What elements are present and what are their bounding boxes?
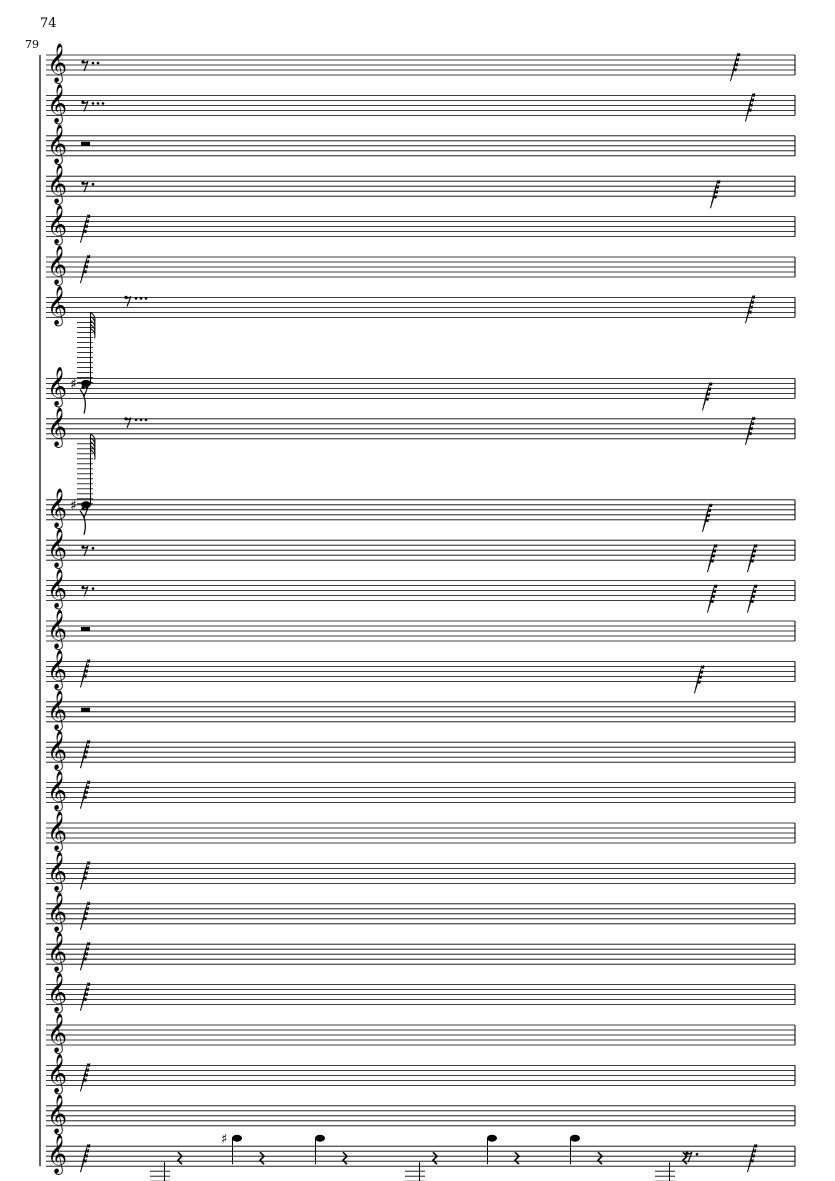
- treble-clef-icon: 𝄞: [47, 123, 68, 164]
- treble-clef-icon: 𝄞: [47, 164, 68, 205]
- treble-clef-icon: 𝄞: [47, 932, 68, 973]
- thirty-second-rest: [702, 382, 712, 410]
- thirty-second-rest: [694, 665, 704, 693]
- treble-clef-icon: 𝄞: [47, 891, 68, 932]
- eighth-rest: [81, 386, 88, 397]
- thirty-second-rest: [80, 983, 90, 1011]
- measure-number: 79: [25, 38, 39, 51]
- treble-clef-icon: 𝄞: [47, 689, 68, 730]
- treble-clef-icon: 𝄞: [47, 851, 68, 892]
- thirty-second-rest: [745, 93, 755, 121]
- thirty-second-rest: [80, 215, 90, 243]
- treble-clef-icon: 𝄞: [47, 730, 68, 771]
- thirty-second-rest: [80, 740, 90, 768]
- thirty-second-rest: [710, 180, 720, 208]
- whole-rest: [81, 142, 90, 146]
- note-head: [487, 1135, 497, 1142]
- thirty-second-rest: [702, 504, 712, 532]
- thirty-second-rest: [80, 781, 90, 809]
- treble-clef-icon: 𝄞: [47, 1093, 68, 1134]
- sharp-sign: ♯: [70, 497, 77, 514]
- thirty-second-rest: [80, 659, 90, 687]
- treble-clef-icon: 𝄞: [47, 609, 68, 649]
- note-head: [570, 1135, 580, 1142]
- thirty-second-rest: [80, 861, 90, 889]
- treble-clef-icon: 𝄞: [47, 770, 68, 811]
- eighth-rest: [81, 546, 94, 557]
- treble-clef-icon: 𝄞: [47, 1134, 68, 1175]
- note-head: [232, 1135, 242, 1142]
- eighth-rest: [81, 507, 88, 518]
- thirty-second-rest: [707, 544, 717, 572]
- thirty-second-rest: [745, 295, 755, 323]
- treble-clef-icon: 𝄞: [47, 1013, 68, 1053]
- quarter-rest: [598, 1152, 602, 1164]
- thirty-second-rest: [747, 544, 757, 572]
- treble-clef-icon: 𝄞: [47, 528, 68, 569]
- quarter-rest: [515, 1152, 519, 1164]
- quarter-rest: [260, 1152, 264, 1164]
- treble-clef-icon: 𝄞: [47, 972, 68, 1013]
- thirty-second-rest: [80, 942, 90, 970]
- eighth-rest: [81, 101, 104, 112]
- treble-clef-icon: 𝄞: [47, 366, 68, 407]
- treble-clef-icon: 𝄞: [47, 43, 68, 83]
- thirty-second-rest: [745, 417, 755, 445]
- thirty-second-rest: [80, 1063, 90, 1091]
- treble-clef-icon: 𝄞: [47, 1053, 68, 1094]
- quarter-rest: [178, 1152, 182, 1164]
- thirty-second-rest: [80, 1144, 90, 1172]
- eighth-rest: [81, 182, 94, 193]
- treble-clef-icon: 𝄞: [47, 204, 68, 245]
- treble-clef-icon: 𝄞: [47, 811, 68, 851]
- treble-clef-icon: 𝄞: [47, 245, 68, 285]
- thirty-second-rest: [80, 902, 90, 930]
- thirty-second-rest: [730, 53, 740, 81]
- treble-clef-icon: 𝄞: [47, 487, 68, 528]
- treble-clef-icon: 𝄞: [47, 285, 68, 326]
- eighth-rest: [81, 586, 94, 597]
- note-head: [315, 1135, 325, 1142]
- thirty-second-rest: [707, 585, 717, 613]
- thirty-second-rest: [747, 585, 757, 613]
- page-number: 74: [40, 16, 57, 31]
- whole-rest: [81, 708, 90, 712]
- sharp-sign: ♯: [221, 1132, 228, 1148]
- eighth-rest: [81, 60, 99, 71]
- quarter-rest: [433, 1152, 437, 1164]
- sharp-sign: ♯: [70, 376, 77, 393]
- treble-clef-icon: 𝄞: [47, 406, 68, 447]
- whole-rest: [81, 627, 90, 631]
- thirty-second-rest: [747, 1144, 757, 1172]
- treble-clef-icon: 𝄞: [47, 83, 68, 124]
- treble-clef-icon: 𝄞: [47, 568, 68, 609]
- thirty-second-rest: [80, 255, 90, 283]
- treble-clef-icon: 𝄞: [47, 649, 68, 690]
- quarter-rest: [343, 1152, 347, 1164]
